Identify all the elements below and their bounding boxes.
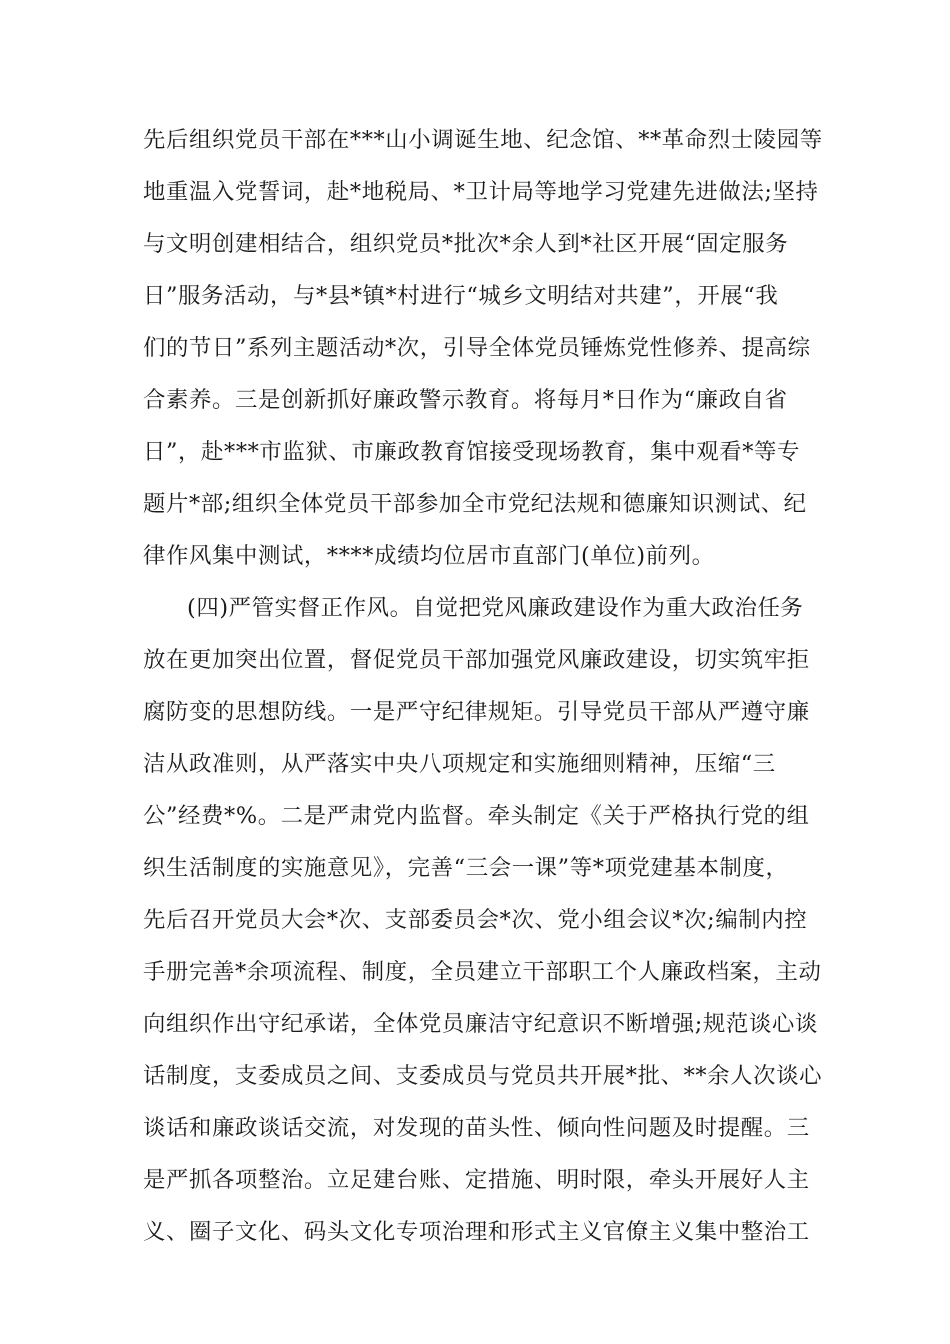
text-line-22: 义、圈子文化、码头文化专项治理和形式主义官僚主义集中整治工 [143,1219,810,1245]
text-line-5: 们的节日”系列主题活动*次，引导全体党员锤炼党性修养、提高综 [143,335,811,361]
text-line-19: 话制度，支委成员之间、支委成员与党员共开展*批、**余人次谈心 [143,1063,823,1089]
text-line-15: 织生活制度的实施意见》，完善“三会一课”等*项党建基本制度， [143,855,789,881]
text-line-3: 与文明创建相结合，组织党员*批次*余人到*社区开展“固定服务 [143,231,789,257]
paragraph-heading-line: (四)严管实督正作风。自觉把党风廉政建设作为重大政治任务 [187,595,804,621]
text-line-11: 放在更加突出位置，督促党员干部加强党风廉政建设，切实筑牢拒 [143,647,810,673]
text-line-6: 合素养。三是创新抓好廉政警示教育。将每月*日作为“廉政自省 [143,387,788,413]
text-line-17: 手册完善*余项流程、制度，全员建立干部职工个人廉政档案，主动 [143,959,822,985]
text-line-7: 日”，赴***市监狱、市廉政教育馆接受现场教育，集中观看*等专 [143,439,800,465]
text-line-14: 公”经费*%。二是严肃党内监督。牵头制定《关于严格执行党的组 [143,803,810,829]
text-line-16: 先后召开党员大会*次、支部委员会*次、党小组会议*次;编制内控 [143,907,808,933]
text-line-20: 谈话和廉政谈话交流，对发现的苗头性、倾向性问题及时提醒。三 [143,1115,810,1141]
text-line-8: 题片*部;组织全体党员干部参加全市党纪法规和德廉知识测试、纪 [143,491,807,517]
text-line-2: 地重温入党誓词，赴*地税局、*卫计局等地学习党建先进做法;坚持 [143,179,819,205]
text-line-1: 先后组织党员干部在***山小调诞生地、纪念馆、**革命烈士陵园等 [143,127,823,153]
text-line-13: 洁从政准则，从严落实中央八项规定和实施细则精神，压缩“三 [143,751,776,777]
text-line-21: 是严抓各项整治。立足建台账、定措施、明时限，牵头开展好人主 [143,1167,810,1193]
text-line-18: 向组织作出守纪承诺，全体党员廉洁守纪意识不断增强;规范谈心谈 [143,1011,818,1037]
text-line-12: 腐防变的思想防线。一是严守纪律规矩。引导党员干部从严遵守廉 [143,699,810,725]
text-line-9: 律作风集中测试，****成绩均位居市直部门(单位)前列。 [143,543,715,569]
text-line-4: 日”服务活动，与*县*镇*村进行“城乡文明结对共建”，开展“我 [143,283,779,309]
